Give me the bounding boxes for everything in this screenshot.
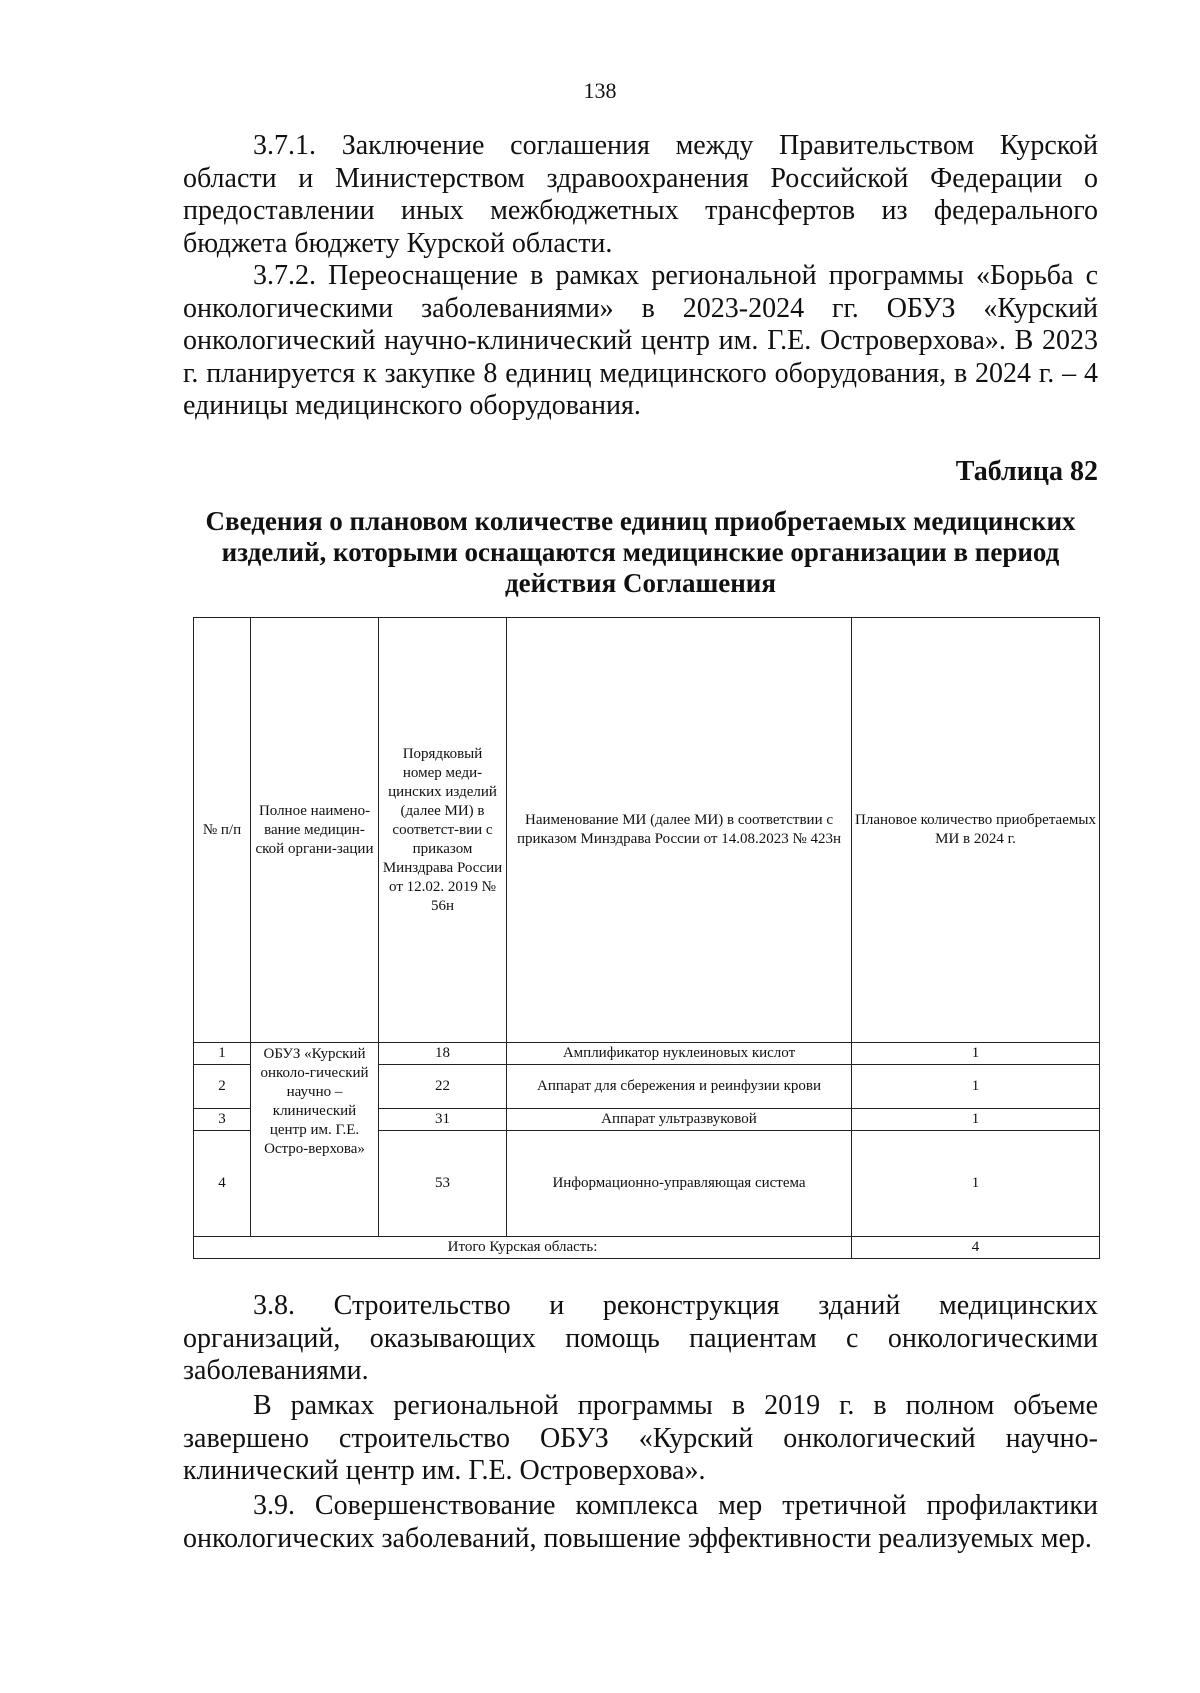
device-name: Аппарат для сбережения и реинфузии крови (507, 1065, 852, 1109)
header-number: № п/п (194, 618, 251, 1043)
paragraph-3-8-body: В рамках региональной программы в 2019 г. в полном объеме завершено строительство ОБУЗ «Курский онкологический научно-клинический центр им. Г.Е. Островерхова». (183, 1390, 1098, 1486)
organization-cell: ОБУЗ «Курский онколо-гический научно – клинический центр им. Г.Е. Остро-верхова» (251, 1043, 379, 1237)
paragraph-3-9: 3.9. Совершенствование комплекса мер третичной профилактики онкологических заболеваний, повышение эффективности реализуемых мер. (183, 1490, 1098, 1554)
paragraph-3-8: 3.8. Строительство и реконструкция зданий медицинских организаций, оказывающих помощь пациентам с онкологическими заболеваниями. (183, 1290, 1098, 1386)
header-organization: Полное наимено-вание медицин-ской органи-зации (251, 618, 379, 1043)
table-row (194, 1043, 1100, 1065)
total-label: Итого Курская область: (194, 1237, 852, 1259)
planned-quantity: 1 (852, 1109, 1100, 1131)
header-device-code: Порядковый номер меди-цинских изделий (далее МИ) в соответст-вии с приказом Минздрава России от 12.02. 2019 № 56н (379, 618, 507, 1043)
planned-quantity: 1 (852, 1131, 1100, 1237)
device-name: Амплификатор нуклеиновых кислот (507, 1043, 852, 1065)
row-number: 1 (194, 1043, 251, 1065)
planned-quantity: 1 (852, 1065, 1100, 1109)
device-name: Информационно-управляющая система (507, 1131, 852, 1237)
table-title: Сведения о плановом количестве единиц приобретаемых медицинских изделий, которыми оснащаются медицинские организации в период действия Соглашения (205, 506, 1076, 598)
medical-devices-table (193, 617, 1100, 1259)
table-total-row (194, 1237, 1100, 1259)
header-planned-quantity: Плановое количество приобретаемых МИ в 2024 г. (852, 618, 1100, 1043)
device-code: 18 (379, 1043, 507, 1065)
header-device-name: Наименование МИ (далее МИ) в соответствии с приказом Минздрава России от 14.08.2023 № 423н (507, 618, 852, 1043)
page-number: 138 (583, 78, 617, 103)
paragraph-3-7-2: 3.7.2. Переоснащение в рамках региональной программы «Борьба с онкологическими заболеваниями» в 2023-2024 гг. ОБУЗ «Курский онкологический научно-клинический центр им. Г.Е. Островерхова». В 2023 г. планируется к закупке 8 единиц медицинского оборудования, в 2024 г. – 4 единицы медицинского оборудования. (183, 260, 1098, 421)
table-label: Таблица 82 (955, 456, 1098, 487)
row-number: 2 (194, 1065, 251, 1109)
table-header-row (194, 618, 1100, 1043)
paragraph-3-7-1: 3.7.1. Заключение соглашения между Правительством Курской области и Министерством здравоохранения Российской Федерации о предоставлении иных межбюджетных трансфертов из федерального бюджета бюджету Курской области. (183, 130, 1098, 259)
device-name: Аппарат ультразвуковой (507, 1109, 852, 1131)
device-code: 22 (379, 1065, 507, 1109)
total-value: 4 (852, 1237, 1100, 1259)
planned-quantity: 1 (852, 1043, 1100, 1065)
device-code: 53 (379, 1131, 507, 1237)
device-code: 31 (379, 1109, 507, 1131)
row-number: 4 (194, 1131, 251, 1237)
row-number: 3 (194, 1109, 251, 1131)
